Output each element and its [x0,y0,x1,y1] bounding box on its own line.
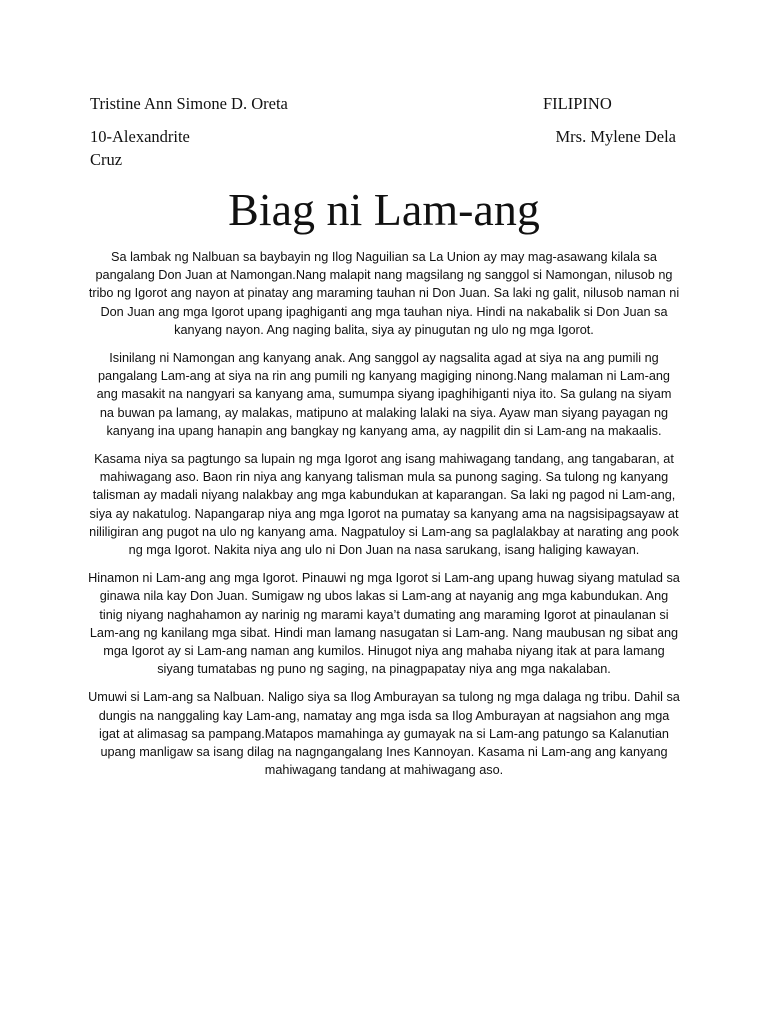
paragraph-4: Hinamon ni Lam-ang ang mga Igorot. Pinauwi ng mga Igorot si Lam-ang upang huwag siyang matulad sa ginawa nila kay Don Juan. Sumigaw ng ubos lakas si Lam-ang at nayanig ang mga kabundukan. Ang tinig niyang naghahamon ay narinig ng marami kaya’t dumating ang maraming Igorot at pinaulanan si Lam-ang ng kanilang mga sibat. Hindi man lamang nasugatan si Lam-ang. Nang maubusan ng sibat ang mga Igorot ay si Lam-ang naman ang kumilos. Hinugot niya ang mahaba niyang itak at para lamang siyang tumatabas ng puno ng saging, na pinagpapatay niya ang mga nakalaban. [88,571,680,677]
paragraph-1: Sa lambak ng Nalbuan sa baybayin ng Ilog Naguilian sa La Union ay may mag-asawang kilala sa pangalang Don Juan at Namongan.Nang malapit nang magsilang ng sanggol si Namongan, nilusob ng tribo ng Igorot ang nayon at pinatay ang maraming tauhan ni Don Juan. Sa laki ng galit, nilusob naman ni Don Juan ang mga Igorot upang ipaghiganti ang mga tauhan niya. Hindi na nakabalik si Don Juan sa kanyang nayon. Ang naging balita, siya ay pinugutan ng ulo ng mga Igorot. [88,250,680,337]
paragraph-3: Kasama niya sa pagtungo sa lupain ng mga Igorot ang isang mahiwagang tandang, ang tangabaran, at mahiwagang aso. Baon rin niya ang kanyang talisman mula sa punong saging. Sa tulong ng kanyang talisman ay madali niyang nalakbay ang mga kabundukan at kaparangan. Sa laki ng pagod ni Lam-ang, siya ay nakatulog. Napangarap niya ang mga Igorot na pumatay sa kanyang ama na nagsisipagsayaw at nililigiran ang pugot na ulo ng kanyang ama. Nagpatuloy si Lam-ang sa paglalakbay at narating ang pook ng mga Igorot. Nakita niya ang ulo ni Don Juan na nasa sarukang, isang haliging kawayan. [89,452,679,558]
teacher-name: Mrs. Mylene Dela [555,127,676,146]
paragraph-5: Umuwi si Lam-ang sa Nalbuan. Naligo siya sa Ilog Amburayan sa tulong ng mga dalaga ng tribu. Dahil sa dungis na nanggaling kay Lam-ang, namatay ang mga isda sa Ilog Amburayan at nagsiahon ang mga igat at alimasag sa pampang.Matapos mamahinga ay gumayak na si Lam-ang patungo sa Kalanutian upang manligaw sa isang dilag na nagngangalang Ines Kannoyan. Kasama ni Lam-ang ang kanyang mahiwagang tandang at mahiwagang aso. [88,690,680,778]
teacher-name-continued: Cruz [90,150,123,169]
subject: FILIPINO [543,94,612,113]
document-body [88,248,680,789]
section: 10-Alexandrite [90,127,190,146]
student-name: Tristine Ann Simone D. Oreta [90,94,288,113]
paragraph-2: Isinilang ni Namongan ang kanyang anak. Ang sanggol ay nagsalita agad at siya na ang pumili ng pangalang Lam-ang at siya na rin ang pumili ng kanyang magiging ninong.Nang malaman ni Lam-ang ang masakit na nangyari sa kanyang ama, sumumpa siyang ipaghihiganti niya ito. Sa gulang na siyam na buwan pa lamang, ay malakas, matipuno at malaking lalaki na siya. Ayaw man siyang payagan ng kanyang ina upang hanapin ang bangkay ng kanyang ama, ay nagpilit din si Lam-ang na makaalis. [96,351,672,438]
document-title: Biag ni Lam-ang [228,184,540,235]
